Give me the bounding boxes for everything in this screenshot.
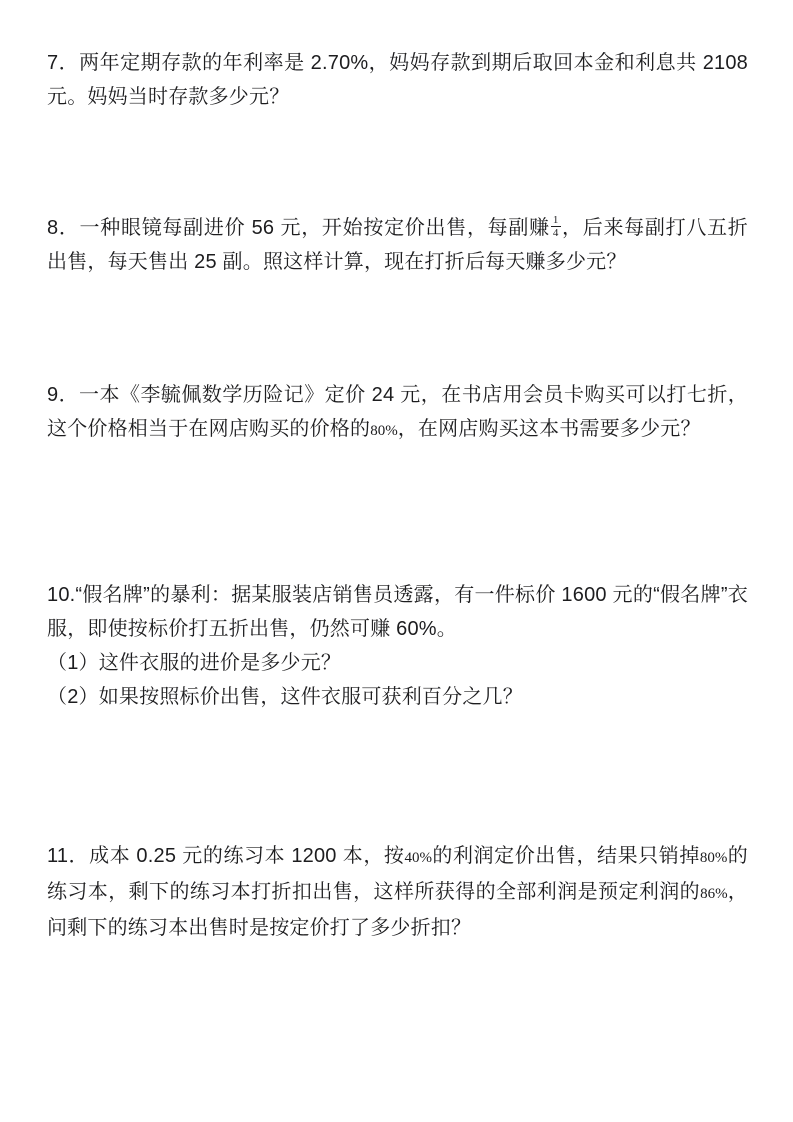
text-run: 的练习本，剩下的练习本打折扣出售，这样所获得的全部利润是预定利润的 (47, 845, 749, 903)
question-7-text (47, 46, 754, 114)
percent-value: 80% (699, 850, 728, 866)
text-run: （2）如果按照标价出售，这件衣服可获利百分之几？ (47, 686, 523, 708)
question-11-text (47, 839, 748, 945)
percent-value: 40% (404, 850, 432, 866)
question-10 (47, 578, 748, 714)
text-run: 9．一本《李毓佩数学历险记》定价 24 元，在书店用会员卡购买可以打七折，这个价格相当于在网店购买的价格的 (47, 384, 748, 440)
question-11 (47, 839, 748, 945)
text-run: ，问剩下的练习本出售时是按定价打了多少折扣？ (47, 881, 749, 939)
question-9-text (47, 378, 748, 448)
fraction-numerator: 1 (552, 214, 559, 227)
questions-container (47, 46, 754, 945)
text-run: （1）这件衣服的进价是多少元？ (47, 652, 342, 674)
question-10-text (47, 578, 748, 646)
percent-value: 80% (370, 423, 398, 439)
percent-value: 86% (700, 886, 728, 902)
text-run: 11．成本 0.25 元的练习本 1200 本，按 (47, 845, 405, 867)
question-9 (47, 378, 748, 448)
text-run: 10.“假名牌”的暴利：据某服装店销售员透露，有一件标价 1600 元的“假名牌”衣服，即使按标价打五折出售，仍然可赚 60%。 (47, 584, 748, 640)
text-run: 的利润定价出售，结果只销掉 (432, 845, 700, 867)
fraction-denominator: 4 (552, 227, 559, 240)
question-8-text (47, 211, 748, 279)
text-run: ，在网店购买这本书需要多少元？ (397, 418, 701, 440)
question-10-sub-2 (47, 680, 748, 714)
question-10-sub-1 (47, 646, 748, 680)
text-run: 7．两年定期存款的年利率是 2.70%，妈妈存款到期后取回本金和利息共 2108 元。妈妈当时存款多少元？ (47, 52, 754, 108)
question-8 (47, 211, 748, 279)
text-run: 8．一种眼镜每副进价 56 元，开始按定价出售，每副赚 (47, 217, 550, 239)
question-7 (47, 46, 754, 114)
fraction (551, 214, 561, 239)
text-run: ，后来每副打八五折出售，每天售出 25 副。照这样计算，现在打折后每天赚多少元？ (47, 217, 748, 273)
